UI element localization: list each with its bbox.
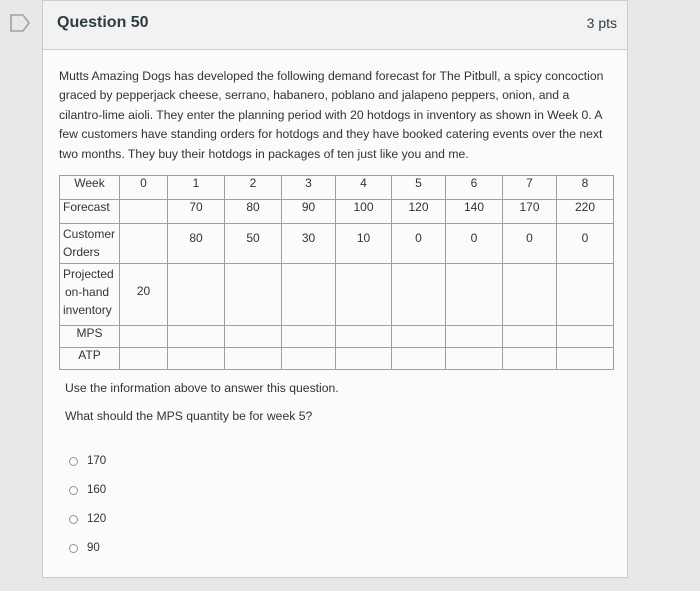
answer-option[interactable] [69,538,209,558]
mps-cell [503,326,557,348]
forecast-cell: 70 [168,200,225,224]
projected-label-line3: inventory [63,303,112,317]
question-points: 3 pts [586,15,617,31]
mps-cell [225,326,282,348]
projected-on-hand-cell [392,264,446,326]
projected-on-hand-cell [168,264,225,326]
week-cell: 5 [392,176,446,200]
answer-option[interactable] [69,480,209,500]
customer-orders-cell: 50 [225,224,282,264]
use-info-text: Use the information above to answer this question. [65,381,339,395]
forecast-cell [120,200,168,224]
projected-on-hand-cell [225,264,282,326]
atp-cell [446,348,503,370]
week-cell: 4 [336,176,392,200]
radio-button[interactable] [69,457,78,466]
projected-on-hand-cell [336,264,392,326]
answer-label: 170 [87,455,107,467]
projected-label-line1: Projected [63,267,114,281]
table-row-forecast [60,200,614,224]
answer-label: 90 [87,542,100,554]
atp-cell [282,348,336,370]
table-row-customer-orders [60,224,614,264]
atp-cell [392,348,446,370]
week-cell: 1 [168,176,225,200]
table-row-mps [60,326,614,348]
atp-cell [120,348,168,370]
week-cell: 8 [557,176,614,200]
radio-button[interactable] [69,515,78,524]
customer-orders-cell: 30 [282,224,336,264]
radio-button[interactable] [69,544,78,553]
mps-cell [392,326,446,348]
atp-cell [336,348,392,370]
projected-on-hand-cell [503,264,557,326]
bookmark-flag-icon[interactable] [8,12,32,34]
projected-on-hand-label [60,264,120,326]
customer-orders-label [60,224,120,264]
customer-orders-cell: 0 [503,224,557,264]
customer-orders-label-line1: Customer [63,227,116,241]
question-prompt: What should the MPS quantity be for week 5? [65,409,313,423]
table-row-projected-on-hand [60,264,614,326]
mps-cell [557,326,614,348]
projected-on-hand-cell [446,264,503,326]
answer-label: 120 [87,513,107,525]
question-title: Question 50 [57,14,149,31]
forecast-cell: 80 [225,200,282,224]
table-row-atp [60,348,614,370]
forecast-cell: 170 [503,200,557,224]
customer-orders-cell: 0 [392,224,446,264]
answer-label: 160 [87,484,107,496]
projected-on-hand-cell [282,264,336,326]
customer-orders-cell: 0 [446,224,503,264]
answer-option[interactable] [69,509,209,529]
table-row-week [60,176,614,200]
question-card [42,0,628,578]
customer-orders-label-line2: Orders [63,245,100,259]
week-cell: 3 [282,176,336,200]
mps-cell [120,326,168,348]
mps-cell [336,326,392,348]
question-header [43,1,627,50]
forecast-cell: 140 [446,200,503,224]
question-stem: Mutts Amazing Dogs has developed the following demand forecast for The Pitbull, a spicy concoction graced by pepperjack cheese, serrano, habanero, poblano and jalapeno peppers, onion, and a cilantro-lime aioli. They enter the planning period with 20 hotdogs in inventory as shown in Week 0. A few customers have standing orders for hotdogs and they have booked catering events over the next two months. They buy their hotdogs in packages of ten just like you and me. [59,69,604,161]
forecast-cell: 220 [557,200,614,224]
week-cell: 0 [120,176,168,200]
atp-label: ATP [60,348,120,370]
mps-label: MPS [60,326,120,348]
radio-button[interactable] [69,486,78,495]
customer-orders-cell [120,224,168,264]
forecast-cell: 90 [282,200,336,224]
mps-cell [168,326,225,348]
week-label: Week [60,176,120,200]
atp-cell [225,348,282,370]
customer-orders-cell: 10 [336,224,392,264]
mps-schedule-table [59,175,614,370]
forecast-cell: 120 [392,200,446,224]
atp-cell [503,348,557,370]
week-cell: 6 [446,176,503,200]
atp-cell [557,348,614,370]
mps-cell [446,326,503,348]
projected-label-line2: on-hand [65,285,110,299]
week-cell: 7 [503,176,557,200]
answer-option[interactable] [69,451,209,471]
projected-on-hand-cell [557,264,614,326]
forecast-cell: 100 [336,200,392,224]
customer-orders-cell: 80 [168,224,225,264]
customer-orders-cell: 0 [557,224,614,264]
forecast-label: Forecast [60,200,120,224]
week-cell: 2 [225,176,282,200]
mps-cell [282,326,336,348]
atp-cell [168,348,225,370]
projected-on-hand-cell: 20 [120,264,168,326]
